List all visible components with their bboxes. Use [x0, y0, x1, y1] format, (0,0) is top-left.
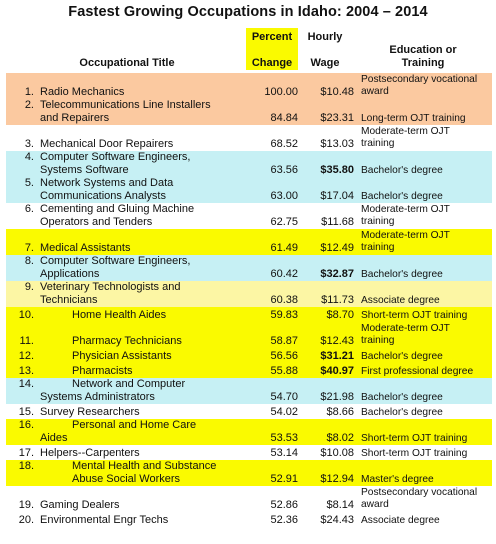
table-row	[6, 151, 492, 177]
education-training: Postsecondary vocational	[361, 74, 478, 85]
percent-change: 58.87	[270, 335, 298, 347]
hourly-wage: $12.49	[320, 242, 354, 254]
hourly-wage: $17.04	[320, 190, 354, 202]
occupation-title: Helpers--Carpenters	[40, 447, 140, 459]
hourly-wage: $10.08	[320, 447, 354, 459]
percent-change: 54.70	[270, 391, 298, 403]
hourly-wage: $12.43	[320, 335, 354, 347]
row-number: 9.	[24, 281, 34, 293]
occupations-table	[6, 73, 492, 527]
header-occupational-title: Occupational Title	[79, 57, 175, 69]
education-training: Moderate-term OJT	[361, 204, 450, 215]
education-training: Associate degree	[361, 295, 440, 306]
occupation-title: Systems Administrators	[40, 391, 155, 403]
percent-change: 62.75	[270, 216, 298, 228]
education-training: award	[361, 499, 389, 510]
row-number: 15.	[18, 406, 34, 418]
education-training: Bachelor's degree	[361, 407, 443, 418]
education-training: Master's degree	[361, 474, 434, 485]
header-education: Education or	[389, 44, 457, 56]
percent-change: 63.56	[270, 164, 298, 176]
table-row	[6, 404, 492, 419]
hourly-wage: $11.68	[321, 216, 354, 228]
table-row	[6, 512, 492, 527]
hourly-wage: $12.94	[320, 473, 354, 485]
occupation-title: Physician Assistants	[72, 350, 172, 362]
table-row	[6, 445, 492, 460]
row-number: 17.	[18, 447, 34, 459]
row-number: 13.	[18, 365, 34, 377]
hourly-wage: $8.14	[326, 499, 354, 511]
row-number: 20.	[18, 514, 34, 526]
occupation-title: Telecommunications Line Installers	[40, 99, 211, 111]
occupation-title: Applications	[40, 268, 100, 280]
percent-change: 52.36	[270, 514, 298, 526]
occupation-title: Operators and Tenders	[40, 216, 153, 228]
header-wage: Wage	[310, 57, 340, 69]
education-training: training	[361, 138, 395, 149]
occupation-title: Veterinary Technologists and	[40, 281, 181, 293]
occupation-title: Communications Analysts	[40, 190, 166, 202]
education-training: Postsecondary vocational	[361, 487, 478, 498]
percent-change: 53.53	[270, 432, 298, 444]
table-row	[6, 307, 492, 322]
hourly-wage: $8.02	[326, 432, 354, 444]
row-number: 16.	[18, 419, 34, 431]
education-training: Associate degree	[361, 515, 440, 526]
table-row	[6, 460, 492, 486]
hourly-wage: $32.87	[320, 268, 354, 280]
percent-change: 61.49	[270, 242, 298, 254]
occupation-title: Abuse Social Workers	[72, 473, 181, 485]
row-number: 1.	[24, 86, 34, 98]
hourly-wage: $23.31	[320, 112, 354, 124]
education-training: Bachelor's degree	[361, 351, 443, 362]
row-number: 5.	[24, 177, 34, 189]
header-training: Training	[401, 57, 445, 69]
header-change: Change	[251, 57, 293, 69]
occupation-title: Home Health Aides	[72, 309, 167, 321]
table-row	[6, 125, 492, 151]
percent-change: 59.83	[270, 309, 298, 321]
hourly-wage: $13.03	[320, 138, 354, 150]
row-number: 4.	[24, 151, 34, 163]
percent-change: 54.02	[270, 406, 298, 418]
percent-change: 60.42	[270, 268, 298, 280]
education-training: First professional degree	[361, 366, 474, 377]
hourly-wage: $11.73	[321, 294, 354, 306]
hourly-wage: $40.97	[320, 365, 354, 377]
education-training: training	[361, 216, 395, 227]
education-training: Long-term OJT training	[361, 113, 466, 124]
row-number: 18.	[18, 460, 34, 472]
row-number: 12.	[18, 350, 34, 362]
header-hourly: Hourly	[307, 31, 343, 43]
occupation-title: Cementing and Gluing Machine	[40, 203, 195, 215]
table-row	[6, 281, 492, 307]
hourly-wage: $21.98	[320, 391, 354, 403]
education-training: Moderate-term OJT	[361, 230, 450, 241]
table-row	[6, 73, 492, 99]
table-row	[6, 322, 492, 348]
percent-change: 60.38	[270, 294, 298, 306]
page-title: Fastest Growing Occupations in Idaho: 2004 – 2014	[68, 4, 428, 20]
occupation-title: Radio Mechanics	[40, 86, 125, 98]
education-training: Bachelor's degree	[361, 269, 443, 280]
table-row	[6, 419, 492, 445]
table-row	[6, 378, 492, 404]
occupation-title: Pharmacists	[72, 365, 133, 377]
header-percent: Percent	[251, 31, 293, 43]
table-row	[6, 99, 492, 125]
table-row	[6, 486, 492, 512]
education-training: Short-term OJT training	[361, 310, 468, 321]
occupation-title: Personal and Home Care	[72, 419, 197, 431]
percent-change: 84.84	[270, 112, 298, 124]
percent-change: 55.88	[270, 365, 298, 377]
occupation-title: Computer Software Engineers,	[40, 151, 191, 163]
row-number: 7.	[24, 242, 34, 254]
row-number: 2.	[24, 99, 34, 111]
occupation-title: Medical Assistants	[40, 242, 131, 254]
education-training: Bachelor's degree	[361, 191, 443, 202]
percent-change: 53.14	[270, 447, 298, 459]
percent-change: 52.86	[270, 499, 298, 511]
education-training: training	[361, 242, 395, 253]
education-training: award	[361, 86, 389, 97]
row-number: 10.	[18, 309, 34, 321]
row-number: 11.	[19, 335, 34, 347]
percent-change: 68.52	[270, 138, 298, 150]
hourly-wage: $8.66	[326, 406, 354, 418]
occupation-title: Technicians	[40, 294, 98, 306]
education-training: Moderate-term OJT	[361, 323, 450, 334]
hourly-wage: $8.70	[326, 309, 354, 321]
occupation-title: Gaming Dealers	[40, 499, 120, 511]
percent-change: 52.91	[270, 473, 298, 485]
occupation-title: and Repairers	[40, 112, 110, 124]
education-training: Bachelor's degree	[361, 392, 443, 403]
occupation-title: Pharmacy Technicians	[72, 335, 182, 347]
table-row	[6, 177, 492, 203]
education-training: Moderate-term OJT	[361, 126, 450, 137]
row-number: 3.	[24, 138, 34, 150]
hourly-wage: $35.80	[320, 164, 354, 176]
occupation-title: Aides	[40, 432, 68, 444]
percent-change: 100.00	[264, 86, 298, 98]
hourly-wage: $24.43	[320, 514, 354, 526]
row-number: 6.	[24, 203, 34, 215]
table-row	[6, 203, 492, 229]
education-training: Bachelor's degree	[361, 165, 443, 176]
table-row	[6, 363, 492, 378]
occupation-title: Mental Health and Substance	[72, 460, 217, 472]
occupation-title: Network Systems and Data	[40, 177, 174, 189]
row-number: 19.	[18, 499, 34, 511]
percent-change: 63.00	[270, 190, 298, 202]
occupation-title: Mechanical Door Repairers	[40, 138, 174, 150]
table-row	[6, 229, 492, 255]
education-training: Short-term OJT training	[361, 448, 468, 459]
hourly-wage: $10.48	[320, 86, 354, 98]
education-training: Short-term OJT training	[361, 433, 468, 444]
row-number: 8.	[24, 255, 34, 267]
table-row	[6, 348, 492, 363]
row-number: 14.	[18, 378, 34, 390]
occupation-title: Systems Software	[40, 164, 129, 176]
percent-change: 56.56	[270, 350, 298, 362]
occupation-title: Survey Researchers	[40, 406, 140, 418]
table-row	[6, 255, 492, 281]
occupation-title: Environmental Engr Techs	[40, 514, 169, 526]
hourly-wage: $31.21	[320, 350, 354, 362]
occupation-title: Network and Computer	[72, 378, 186, 390]
occupation-title: Computer Software Engineers,	[40, 255, 191, 267]
education-training: training	[361, 335, 395, 346]
